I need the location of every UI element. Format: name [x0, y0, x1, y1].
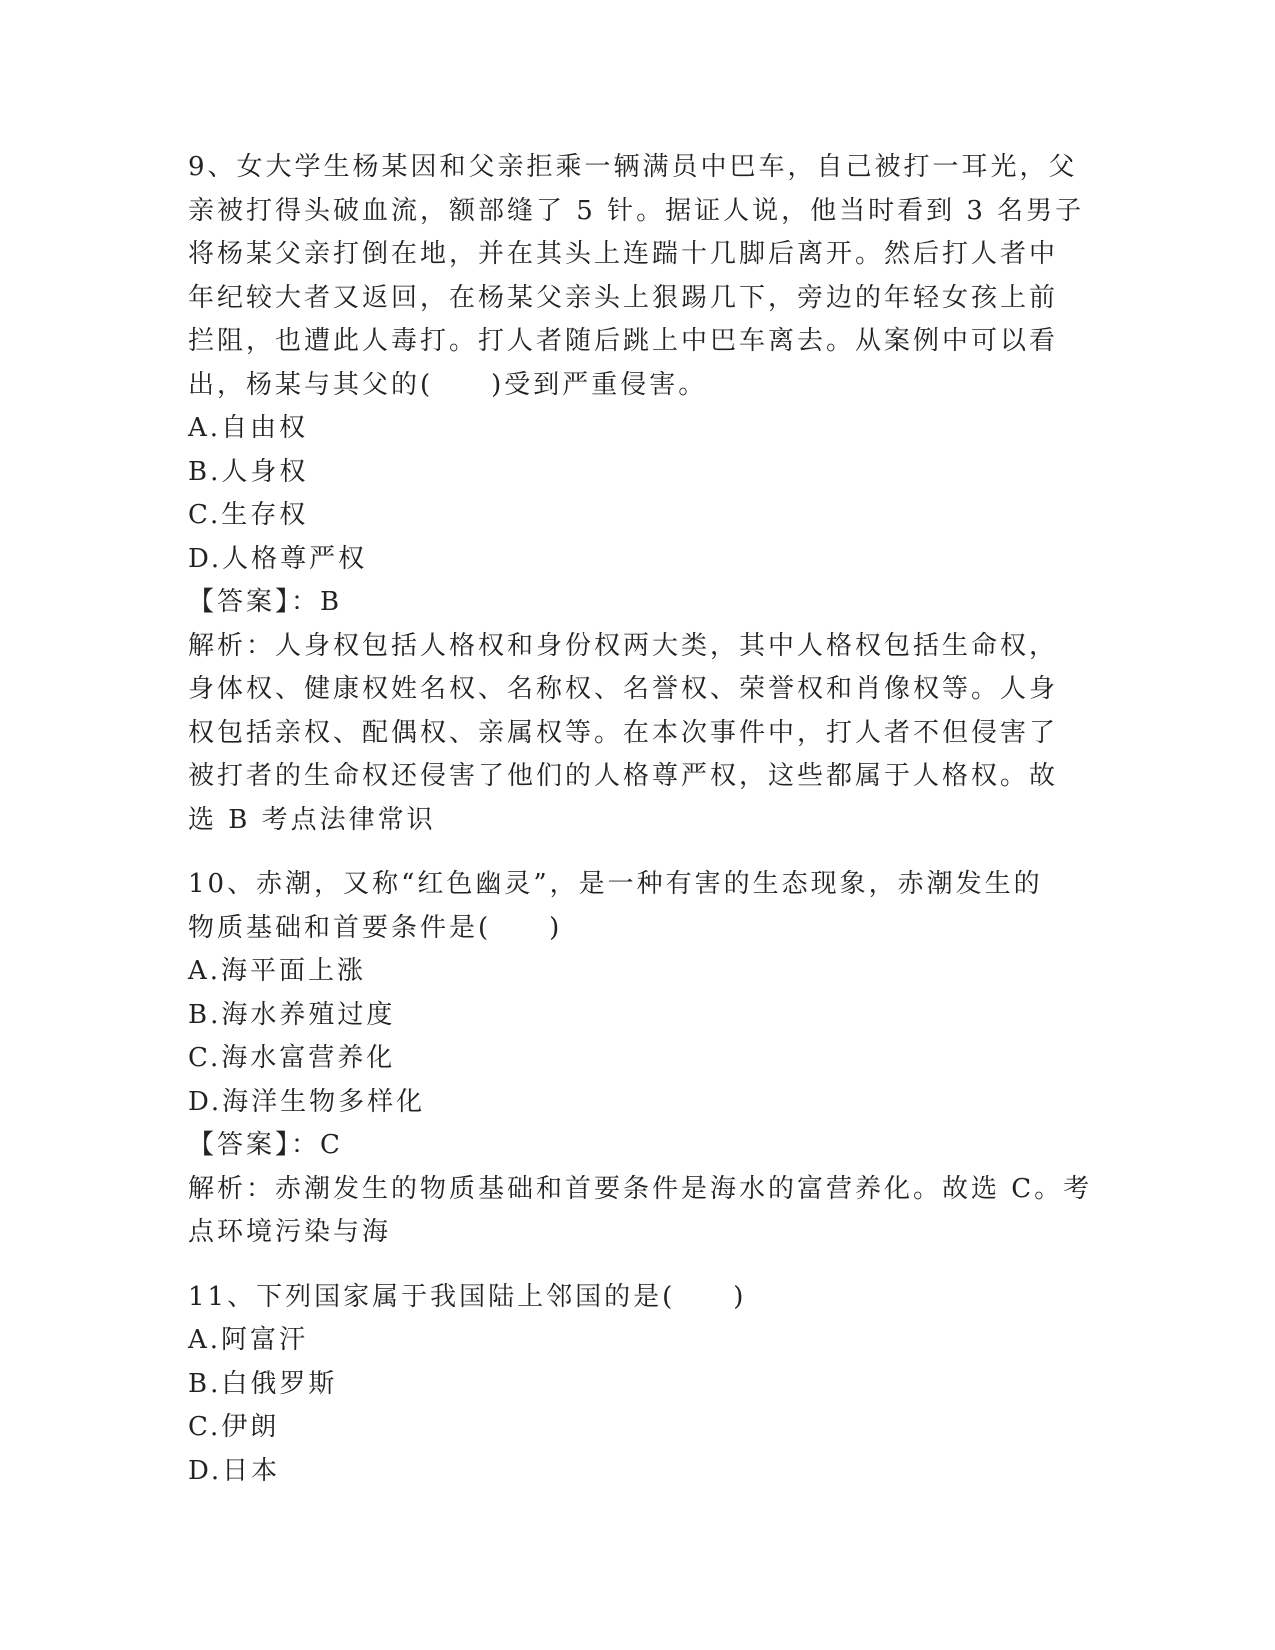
option-c: C.伊朗 [188, 1412, 280, 1442]
analysis-line: 身体权、健康权姓名权、名称权、名誉权、荣誉权和肖像权等。人身 [188, 674, 1059, 704]
question-stem-line: 拦阻，也遭此人毒打。打人者随后跳上中巴车离去。从案例中可以看 [188, 326, 1059, 356]
question-stem-line: 11、下列国家属于我国陆上邻国的是( ) [188, 1281, 747, 1312]
option-a: A.阿富汗 [188, 1325, 309, 1355]
option-b: B.海水养殖过度 [188, 999, 396, 1030]
analysis-line: 点环境污染与海 [188, 1217, 392, 1247]
question-stem-line: 9、女大学生杨某因和父亲拒乘一辆满员中巴车，自己被打一耳光，父 [188, 152, 1078, 182]
option-b: B.人身权 [188, 456, 309, 487]
question-stem-line: 年纪较大者又返回，在杨某父亲头上狠踢几下，旁边的年轻女孩上前 [188, 282, 1059, 313]
analysis-line: 解析：赤潮发生的物质基础和首要条件是海水的富营养化。故选 C。考 [188, 1173, 1093, 1204]
question-stem-line: 10、赤潮，又称“红色幽灵”，是一种有害的生态现象，赤潮发生的 [188, 869, 1043, 899]
page-content [188, 146, 1093, 1493]
question-11 [188, 1276, 1088, 1494]
question-gap [188, 842, 1088, 863]
answer-line: 【答案】：C [188, 1130, 343, 1160]
option-c: C.海水富营养化 [188, 1043, 396, 1073]
question-stem-line: 物质基础和首要条件是( ) [188, 912, 563, 943]
option-b: B.白俄罗斯 [188, 1368, 338, 1399]
question-9 [188, 146, 1088, 842]
option-c: C.生存权 [188, 500, 309, 530]
question-stem-line: 亲被打得头破血流，额部缝了 5 针。据证人说，他当时看到 3 名男子 [188, 195, 1085, 226]
option-a: A.自由权 [188, 413, 309, 443]
question-stem-line: 出，杨某与其父的( )受到严重侵害。 [188, 369, 708, 400]
analysis-line: 权包括亲权、配偶权、亲属权等。在本次事件中，打人者不但侵害了 [188, 717, 1059, 748]
question-gap [188, 1255, 1088, 1276]
option-d: D.日本 [188, 1455, 281, 1486]
option-a: A.海平面上涨 [188, 956, 367, 986]
analysis-line: 解析：人身权包括人格权和身份权两大类，其中人格权包括生命权， [188, 630, 1059, 661]
question-10 [188, 863, 1093, 1255]
option-d: D.海洋生物多样化 [188, 1086, 426, 1117]
analysis-line: 被打者的生命权还侵害了他们的人格尊严权，这些都属于人格权。故 [188, 761, 1059, 791]
option-d: D.人格尊严权 [188, 543, 368, 574]
analysis-line: 选 B 考点法律常识 [188, 804, 436, 835]
answer-line: 【答案】：B [188, 587, 343, 617]
question-stem-line: 将杨某父亲打倒在地，并在其头上连踹十几脚后离开。然后打人者中 [188, 239, 1059, 269]
